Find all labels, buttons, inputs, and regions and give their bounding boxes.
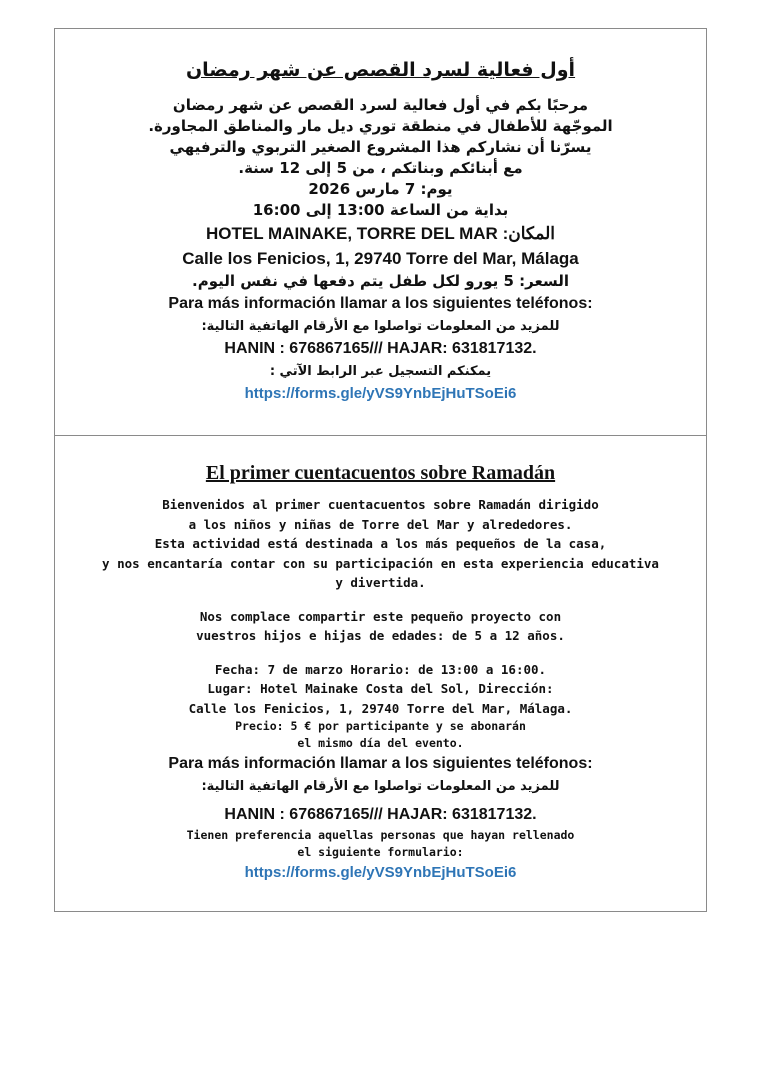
arabic-time: بداية من الساعة 13:00 إلى 16:00: [252, 201, 509, 219]
spanish-share-line: vuestros hijos e hijas de edades: de 5 a 12 años.: [196, 628, 565, 643]
arabic-price: السعر: 5 يورو لكل طفل يتم دفعها في نفس اليوم.: [192, 272, 569, 290]
spanish-share-line: Nos complace compartir este pequeño proyecto con: [199, 608, 562, 624]
spanish-info-es: Para más información llamar a los siguientes teléfonos:: [168, 755, 593, 772]
arabic-intro-line: مع أبنائكم وبناتكم ، من 5 إلى 12 سنة.: [238, 159, 523, 177]
spanish-intro-line: y nos encantaría contar con su participación en esta experiencia educativa: [102, 555, 659, 571]
spanish-details-line: Fecha: 7 de marzo Horario: de 13:00 a 16:00.: [214, 661, 547, 677]
arabic-place: المكان: HOTEL MAINAKE, TORRE DEL MAR: [205, 224, 556, 243]
arabic-title: أول فعالية لسرد القصص عن شهر رمضان: [185, 59, 576, 81]
section-divider: [55, 435, 706, 436]
arabic-address: Calle los Fenicios, 1, 29740 Torre del Mar, Málaga: [182, 249, 579, 268]
spanish-price-line: Precio: 5 € por participante y se abonarán: [235, 719, 526, 733]
spanish-details-line: Lugar: Hotel Mainake Costa del Sol, Dirección:: [207, 681, 554, 696]
spanish-preference-line: Tienen preferencia aquellas personas que hayan rellenado: [186, 828, 575, 842]
spanish-info-ar: للمزيد من المعلومات تواصلوا مع الأرقام الهاتفية التالية:: [201, 779, 560, 794]
arabic-intro-line: الموجّهة للأطفال في منطقة توري ديل مار والمناطق المجاورة.: [148, 117, 613, 135]
arabic-registration-link[interactable]: https://forms.gle/yVS9YnbEjHuTSoEi6: [244, 385, 517, 402]
spanish-title: El primer cuentacuentos sobre Ramadán: [205, 462, 556, 484]
spanish-intro-line: y divertida.: [335, 575, 426, 590]
arabic-section: [55, 57, 706, 406]
arabic-date: يوم: 7 مارس 2026: [308, 180, 453, 198]
spanish-registration-link[interactable]: https://forms.gle/yVS9YnbEjHuTSoEi6: [244, 864, 517, 881]
arabic-intro-line: يسرّنا أن نشاركم هذا المشروع الصغير التربوي والترفيهي: [169, 138, 592, 156]
spanish-intro-line: a los niños y niñas de Torre del Mar y alrededores.: [188, 516, 573, 532]
event-flyer: [54, 28, 707, 912]
arabic-info-es: Para más información llamar a los siguientes teléfonos:: [168, 295, 593, 312]
spanish-intro-line: Bienvenidos al primer cuentacuentos sobre Ramadán dirigido: [162, 497, 599, 512]
arabic-intro-line: مرحبًا بكم في أول فعالية لسرد القصص عن شهر رمضان: [172, 96, 589, 114]
spanish-price-line: el mismo día del evento.: [297, 736, 464, 750]
spanish-intro-line: Esta actividad está destinada a los más pequeños de la casa,: [154, 536, 607, 551]
arabic-info-ar: للمزيد من المعلومات تواصلوا مع الأرقام الهاتفية التالية:: [201, 319, 560, 334]
arabic-register: يمكنكم التسجيل عبر الرابط الآتي :: [269, 364, 492, 379]
spanish-details-line: Calle los Fenicios, 1, 29740 Torre del Mar, Málaga.: [188, 700, 573, 716]
arabic-phones: HANIN : 676867165/// HAJAR: 631817132.: [224, 340, 537, 357]
spanish-preference-line: el siguiente formulario:: [297, 845, 464, 859]
spanish-phones: HANIN : 676867165/// HAJAR: 631817132.: [224, 806, 537, 823]
spanish-section: [55, 459, 706, 885]
